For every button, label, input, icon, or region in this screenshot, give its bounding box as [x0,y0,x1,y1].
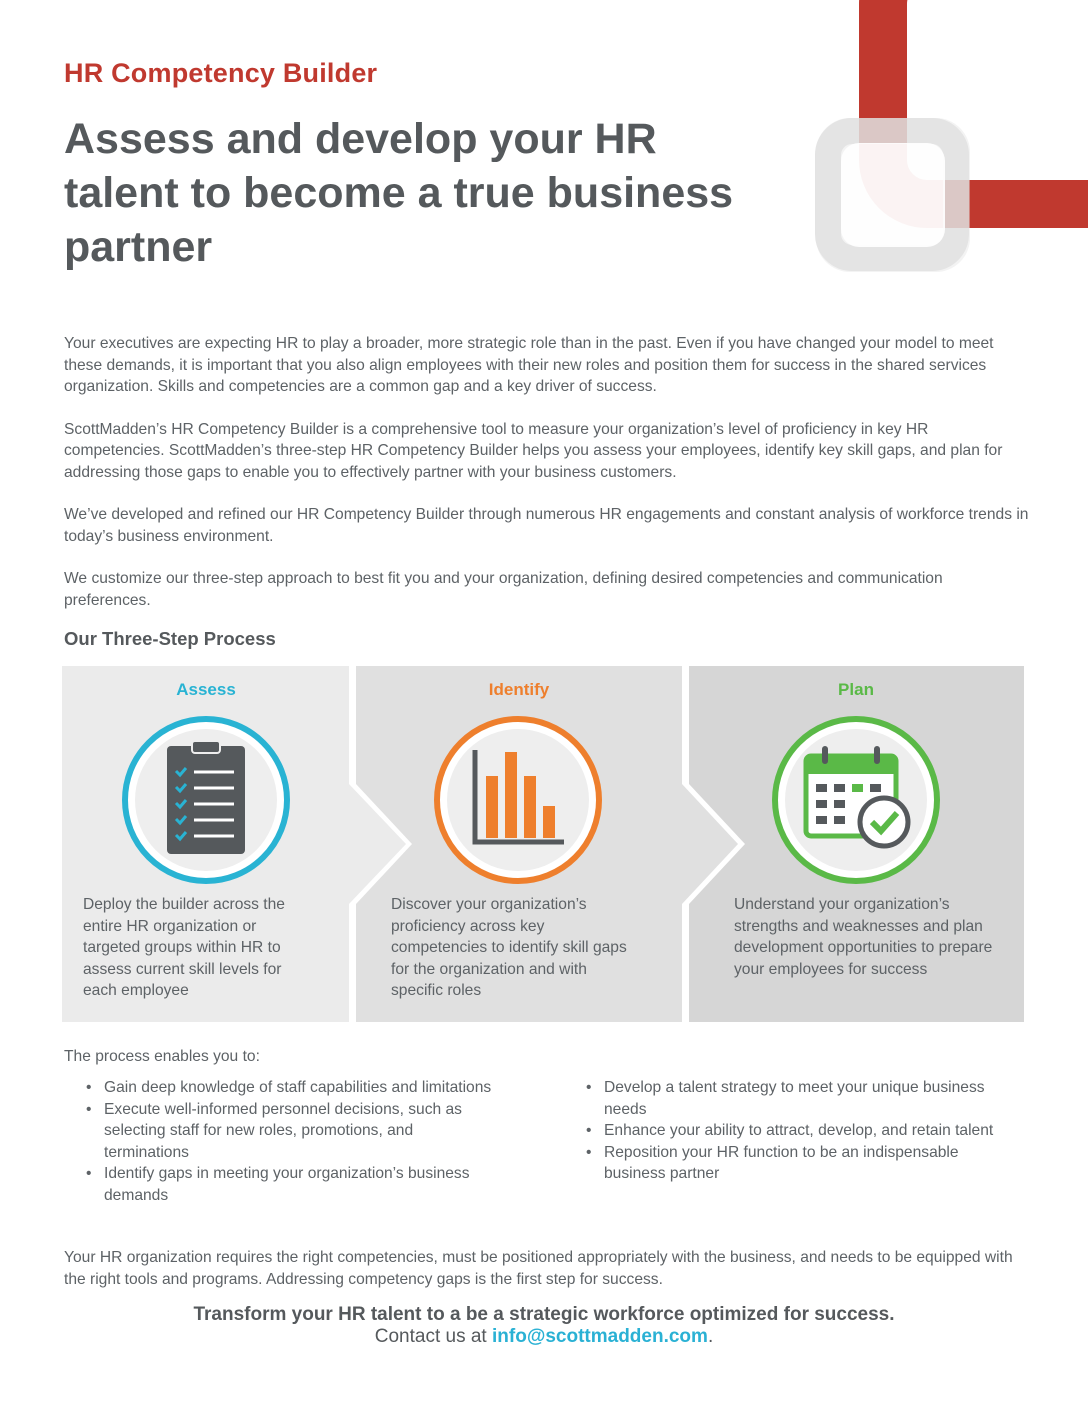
page-title: Assess and develop your HR talent to become a true business partner [64,115,734,271]
document-eyebrow: HR Competency Builder [64,58,378,88]
list-item: • Execute well-informed personnel decisions, such as selecting staff for new roles, promotions, and terminations [80,1099,500,1164]
three-step-process [62,666,1024,1022]
email-link[interactable]: info@scottmadden.com [492,1326,708,1347]
step-title-assess: Assess [176,680,236,699]
process-section-title: Our Three-Step Process [64,628,276,649]
list-item: • Identify gaps in meeting your organization’s business demands [80,1163,500,1206]
intro-section [64,333,1029,632]
call-to-action: Transform your HR talent to a be a strategic workforce optimized for success. [193,1304,895,1325]
step-title-identify: Identify [488,680,550,699]
benefits-lead: The process enables you to: [64,1048,260,1065]
calendar-check-icon [770,714,942,886]
intro-paragraph: Your executives are expecting HR to play a broader, more strategic role than in the past. Even if you have changed your model to meet these demands, it is important that you also align employees with their new roles and position them for success in the shared services organization. Skills and competencies are a common gap and a key driver of success. [64,335,994,395]
contact-suffix: . [707,1326,714,1347]
list-item: • Gain deep knowledge of staff capabilities and limitations [80,1077,500,1099]
list-item: • Develop a talent strategy to meet your unique business needs [580,1077,1020,1120]
contact-prefix: Contact us at [374,1326,492,1347]
benefits-list-right [580,1077,1020,1185]
intro-paragraph: We’ve developed and refined our HR Competency Builder through numerous HR engagements and constant analysis of workforce trends in today’s business environment. [64,506,1029,545]
closing-paragraph: Your HR organization requires the right competencies, must be positioned appropriately with the business, and needs to be equipped with the right tools and programs. Addressing competency gaps is the first step for success. [64,1249,1013,1288]
bar-chart-icon [432,714,604,886]
step-text-identify: Discover your organization’s proficiency across key competencies to identify skill gaps for the organization and with specific roles [391,896,627,999]
step-title-plan: Plan [838,680,874,699]
list-item: • Reposition your HR function to be an indispensable business partner [580,1142,1020,1185]
benefits-list-left [80,1077,500,1206]
clipboard-checklist-icon [120,714,292,886]
step-text-plan: Understand your organization’s strengths and weaknesses and plan development opportunities to prepare your employees for success [734,896,993,978]
intro-paragraph: ScottMadden’s HR Competency Builder is a comprehensive tool to measure your organization’s level of proficiency in key HR competencies. ScottMadden’s three-step HR Competency Builder helps you assess your employees, identify key skill gaps, and plan for addressing those gaps to enable you to effectively partner with your business customers. [64,420,1003,481]
contact-line [0,1326,1088,1348]
step-text-assess: Deploy the builder across the entire HR organization or targeted groups within HR to assess current skill levels for each employee [83,896,285,999]
intro-paragraph: We customize our three-step approach to best fit you and your organization, defining desired competencies and communication preferences. [64,570,943,609]
list-item: • Enhance your ability to attract, develop, and retain talent [580,1120,1020,1142]
